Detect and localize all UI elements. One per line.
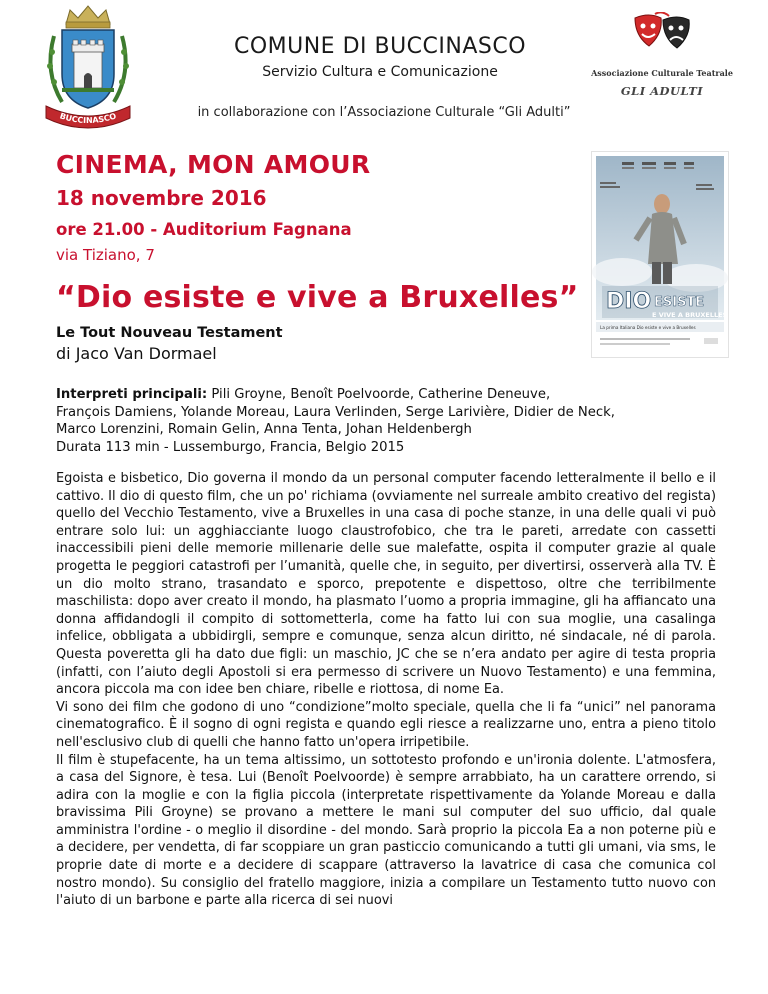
poster-bottom-line: La prima Italiana Dio esiste e vive a Bruxelles	[600, 325, 696, 330]
header-title-block	[160, 34, 600, 80]
event-title: CINEMA, MON AMOUR	[56, 150, 371, 179]
film-title: “Dio esiste e vive a Bruxelles”	[56, 280, 579, 315]
event-date: 18 novembre 2016	[56, 186, 267, 210]
film-director: di Jaco Van Dormael	[56, 344, 217, 363]
association-subtitle: Associazione Culturale Teatrale	[591, 68, 733, 78]
review-paragraph-3: Il film è stupefacente, ha un tema altissimo, un sottotesto profondo e un'ironia dolente. L'atmosfera, a casa del Signore, è tesa. Lui (Benoît Poelvoorde) è sempre arrabbiato, ha un carattere orrendo, si adira con la moglie e con la figlia piccola (interpretate rispettivamente da Yolande Moreau e dalla bravissima Pili Groyne) se provano a mettere le mani sul computer del suo ufficio, dal quale amministra l'ordine - o meglio il disordine - del mondo. Sarà proprio la piccola Ea a non poterne più e a decidere, per vendetta, di far scoppiare un gran pasticcio comunicando a tutti gli umani, via sms, le proprie date di morte e a decidere di scappare (attraverso la lavatrice di casa che comunica col nostro mondo). Su consiglio del fratello maggiore, inizia a compilare un Testamento tutto nuovo con l'aiuto di un barbone e parte alla ricerca di sei nuovi	[56, 752, 716, 909]
poster-subtitle: E VIVE A BRUXELLES	[652, 311, 728, 319]
poster-title-dio: DIO	[606, 289, 652, 314]
event-time-place: ore 21.00 - Auditorium Fagnana	[56, 220, 352, 239]
cast-names-1: Pili Groyne, Benoît Poelvoorde, Catherine Deneuve,	[207, 387, 551, 402]
association-logo	[588, 12, 736, 98]
cast-label: Interpreti principali:	[56, 387, 208, 402]
servizio-subtitle: Servizio Cultura e Comunicazione	[262, 64, 498, 80]
review-body	[56, 470, 716, 910]
review-paragraph-1: Egoista e bisbetico, Dio governa il mondo da un personal computer facendo letteralmente il bello e il cattivo. Il dio di questo film, che un po' richiama (ovviamente nel surreale ambito creativo del regista) quello del Vecchio Testamento, vive a Bruxelles in una casa di poche stanze, in una delle quali vi può entrare solo lui: un agghiacciante luogo claustrofobico, che tra le pareti, arredate con cassetti inaccessibili pieni delle memorie millenarie delle sue malefatte, ospita il computer grazie al quale progetta le peggiori catastrofi per l’umanità, quelle che, in seguito, per divertirsi, osserverà alla TV. È un dio molto strano, trasandato e sporco, prepotente e dispettoso, oltre che terribilmente maschilista: dopo aver creato il mondo, ha plasmato l’uomo a propria immagine, gli ha affiancato una donna affidandogli il compito di sottometterla, come ha fatto lui con sua moglie, una casalinga infelice, obbligata a ubbidirgli, sempre e comunque, senza alcun diritto, né sindacale, né di parola. Questa poveretta gli ha dato due figli: un maschio, JC che se n’era andato per agire di testa propria (infatti, con l’aiuto degli Apostoli si era permesso di scrivere un Nuovo Testamento) e una femmina, ancora piccola ma con idee ben chiare, ribelle e riottosa, di nome Ea.	[56, 471, 716, 698]
cast-line-2: François Damiens, Yolande Moreau, Laura Verlinden, Serge Larivière, Didier de Neck,	[56, 404, 615, 420]
cast-line-3: Marco Lorenzini, Romain Gelin, Anna Tenta, Johan Heldenbergh	[56, 422, 472, 437]
duration-line: Durata 113 min - Lussemburgo, Francia, Belgio 2015	[56, 439, 405, 455]
film-original-title: Le Tout Nouveau Testament	[56, 325, 283, 341]
association-name: GLI ADULTI	[620, 84, 704, 98]
crest-banner-text: BUCCINASCO	[58, 111, 118, 126]
comune-title: COMUNE DI BUCCINASCO	[233, 34, 527, 59]
film-poster	[592, 152, 728, 357]
theatre-masks-icon	[625, 12, 699, 56]
event-address: via Tiziano, 7	[56, 246, 155, 264]
film-poster-image	[592, 152, 728, 357]
cast-line-1	[56, 386, 716, 404]
poster-title-esiste: ESISTE	[654, 295, 705, 310]
buccinasco-crest-logo	[40, 2, 136, 130]
cast-block	[56, 386, 716, 456]
collaboration-line: in collaborazione con l’Associazione Culturale “Gli Adulti”	[197, 105, 571, 120]
review-paragraph-2: Vi sono dei film che godono di uno “condizione”molto speciale, quella che li fa “unici” nel panorama cinematografico. È il sogno di ogni regista e quando egli riesce a realizzarne uno, entra a pieno titolo nell'esclusivo club di quelli che hanno fatto un'opera irripetibile.	[56, 699, 716, 750]
